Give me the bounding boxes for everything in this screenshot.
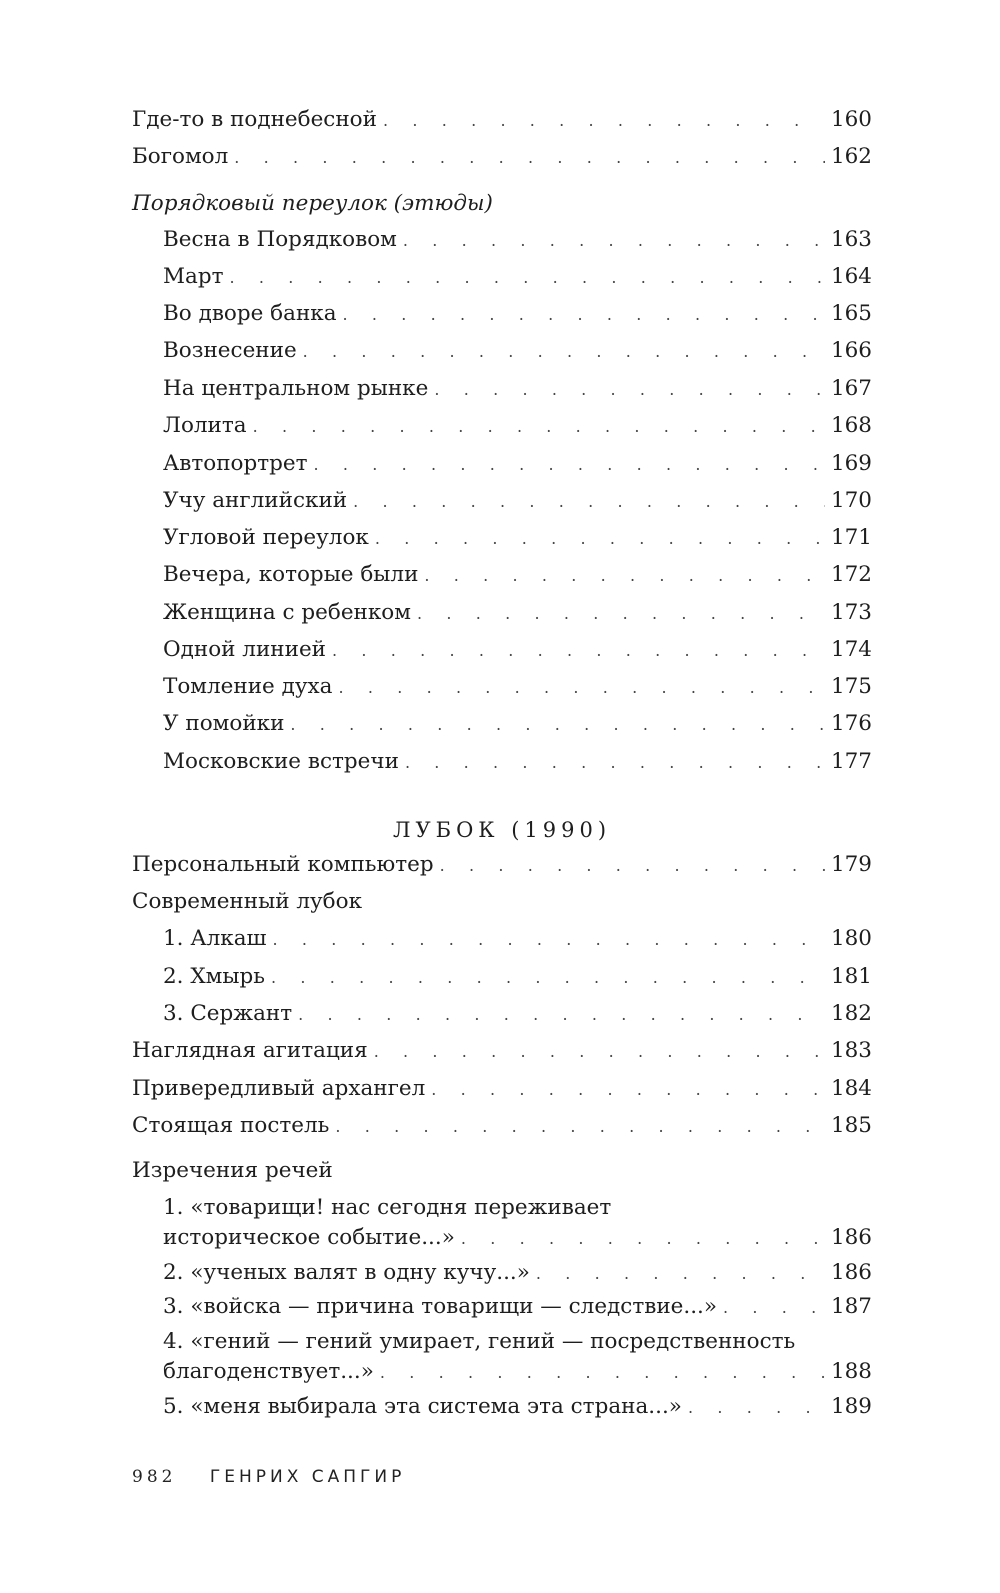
toc-entry xyxy=(163,600,872,627)
toc-entry-page: 169 xyxy=(830,451,872,476)
toc-entry xyxy=(163,264,872,291)
toc-entry-title: Одной линией xyxy=(163,637,327,662)
toc-entry-page: 176 xyxy=(830,711,872,736)
toc-entry-page: 166 xyxy=(830,338,872,363)
running-footer xyxy=(132,1467,405,1487)
dot-leader xyxy=(273,927,825,953)
dot-leader xyxy=(434,377,825,403)
toc-entry xyxy=(163,926,872,953)
toc-entry xyxy=(163,451,872,478)
toc-entry-page: 175 xyxy=(830,674,872,699)
dot-leader xyxy=(314,452,825,478)
toc-group-title: Современный лубок xyxy=(132,889,363,914)
dot-leader xyxy=(271,965,825,991)
dot-leader xyxy=(338,675,825,701)
toc-entry-page: 162 xyxy=(830,144,872,169)
toc-entry-title: Вечера, которые были xyxy=(163,562,419,587)
dot-leader xyxy=(375,526,825,552)
toc-entry-title: 3. Сержант xyxy=(163,1001,293,1026)
dot-leader xyxy=(431,1077,825,1103)
toc-entry xyxy=(163,413,872,440)
toc-entry-page: 167 xyxy=(830,376,872,401)
toc-entry xyxy=(132,852,872,879)
dot-leader xyxy=(290,712,825,738)
toc-entry-page: 168 xyxy=(830,413,872,438)
toc-entry-page: 182 xyxy=(830,1001,872,1026)
toc-entry-title: Стоящая постель xyxy=(132,1113,330,1138)
toc-entry-page: 171 xyxy=(830,525,872,550)
toc-entry xyxy=(163,637,872,664)
dot-leader xyxy=(440,853,825,879)
dot-leader xyxy=(403,228,825,254)
toc-entry xyxy=(163,964,872,991)
toc-entry-page: 164 xyxy=(830,264,872,289)
toc-entry-title: Томление духа xyxy=(163,674,333,699)
dot-leader xyxy=(723,1295,825,1321)
toc-entry-title: Во дворе банка xyxy=(163,301,337,326)
dot-leader xyxy=(343,302,825,328)
toc-entry xyxy=(163,488,872,515)
dot-leader xyxy=(383,108,825,134)
toc-entry xyxy=(132,1076,872,1103)
dot-leader xyxy=(332,638,825,664)
dot-leader xyxy=(417,601,825,627)
toc-entry-page: 177 xyxy=(830,749,872,774)
toc-entry-title: 3. «войска — причина товарищи — следствие...» xyxy=(163,1294,718,1319)
dot-leader xyxy=(461,1226,825,1252)
toc-entry-page: 188 xyxy=(830,1359,872,1384)
toc-entry-title: Женщина с ребенком xyxy=(163,600,411,625)
toc-entry-title: 2. «ученых валят в одну кучу...» xyxy=(163,1260,530,1285)
toc-entry xyxy=(163,1001,872,1028)
toc-entry-title: Персональный компьютер xyxy=(132,852,434,877)
toc-entry-page: 186 xyxy=(830,1260,872,1285)
toc-entry-page: 160 xyxy=(830,107,872,132)
toc-entry-page: 186 xyxy=(830,1225,872,1250)
toc-entry-page: 180 xyxy=(830,926,872,951)
toc-entry-title: 2. Хмырь xyxy=(163,964,265,989)
toc-group-title: Порядковый переулок (этюды) xyxy=(132,191,493,216)
toc-entry-title: Март xyxy=(163,264,224,289)
toc-entry-page: 174 xyxy=(830,637,872,662)
toc-entry-title-cont: благоденствует...» xyxy=(163,1359,374,1384)
dot-leader xyxy=(298,1002,825,1028)
author-name: ГЕНРИХ САПГИР xyxy=(209,1467,406,1487)
toc-entry xyxy=(163,227,872,254)
toc-entry-title: Богомол xyxy=(132,144,229,169)
toc-group-heading xyxy=(132,1158,872,1184)
dot-leader xyxy=(405,750,825,776)
toc-entry-page: 172 xyxy=(830,562,872,587)
toc-entry-title: 4. «гений — гений умирает, гений — посредственность xyxy=(163,1329,796,1354)
toc-entry-title: 1. «товарищи! нас сегодня переживает xyxy=(163,1195,612,1220)
toc-entry-title: Вознесение xyxy=(163,338,297,363)
toc-entry-page: 187 xyxy=(830,1294,872,1319)
toc-entry xyxy=(132,107,872,134)
toc-entry-page: 184 xyxy=(830,1076,872,1101)
dot-leader xyxy=(380,1360,825,1386)
toc-entry-page: 170 xyxy=(830,488,872,513)
toc-entry xyxy=(163,1260,872,1287)
dot-leader xyxy=(335,1114,825,1140)
dot-leader xyxy=(688,1395,825,1421)
dot-leader xyxy=(303,339,825,365)
toc-entry-title: Автопортрет xyxy=(163,451,308,476)
dot-leader xyxy=(536,1261,825,1287)
dot-leader xyxy=(230,265,825,291)
toc-entry-page: 181 xyxy=(830,964,872,989)
dot-leader xyxy=(234,145,825,171)
toc-entry-title: 1. Алкаш xyxy=(163,926,267,951)
toc-entry-title: Московские встречи xyxy=(163,749,399,774)
section-heading: ЛУБОК (1990) xyxy=(392,818,612,842)
toc-entry xyxy=(163,1195,872,1252)
toc-entry-title-cont: историческое событие...» xyxy=(163,1225,455,1250)
toc-entry-title: Весна в Порядковом xyxy=(163,227,397,252)
toc-entry-page: 185 xyxy=(830,1113,872,1138)
toc-group-heading xyxy=(132,889,872,915)
toc-entry xyxy=(163,301,872,328)
toc-entry xyxy=(132,144,872,171)
dot-leader xyxy=(353,489,825,515)
toc-entry xyxy=(163,525,872,552)
toc-entry-title: Привередливый архангел xyxy=(132,1076,426,1101)
toc-entry xyxy=(163,1329,872,1386)
toc-group-title: Изречения речей xyxy=(132,1158,333,1183)
toc-entry-page: 183 xyxy=(830,1038,872,1063)
toc-entry xyxy=(163,749,872,776)
toc-entry-title: Наглядная агитация xyxy=(132,1038,368,1063)
toc-entry-page: 173 xyxy=(830,600,872,625)
toc-entry xyxy=(132,1113,872,1140)
toc-entry xyxy=(163,338,872,365)
toc-entry-title: Лолита xyxy=(163,413,247,438)
dot-leader xyxy=(253,414,825,440)
toc-entry xyxy=(163,562,872,589)
toc-entry-title: У помойки xyxy=(163,711,285,736)
toc-entry-title: Где-то в поднебесной xyxy=(132,107,377,132)
toc-entry-page: 165 xyxy=(830,301,872,326)
toc-entry-title: На центральном рынке xyxy=(163,376,429,401)
toc-entry xyxy=(163,711,872,738)
toc-entry-page: 179 xyxy=(830,852,872,877)
toc-entry xyxy=(132,1038,872,1065)
toc-entry xyxy=(163,1394,872,1421)
dot-leader xyxy=(424,563,825,589)
toc-entry xyxy=(163,376,872,403)
toc-entry-title: 5. «меня выбирала эта система эта страна...» xyxy=(163,1394,682,1419)
page-number: 982 xyxy=(132,1467,177,1487)
toc-entry-title: Учу английский xyxy=(163,488,348,513)
toc-entry-title: Угловой переулок xyxy=(163,525,369,550)
toc-entry-page: 163 xyxy=(830,227,872,252)
dot-leader xyxy=(374,1039,825,1065)
toc-entry xyxy=(163,674,872,701)
toc-group-heading xyxy=(132,191,872,217)
toc-entry-page: 189 xyxy=(830,1394,872,1419)
toc-entry xyxy=(163,1294,872,1321)
